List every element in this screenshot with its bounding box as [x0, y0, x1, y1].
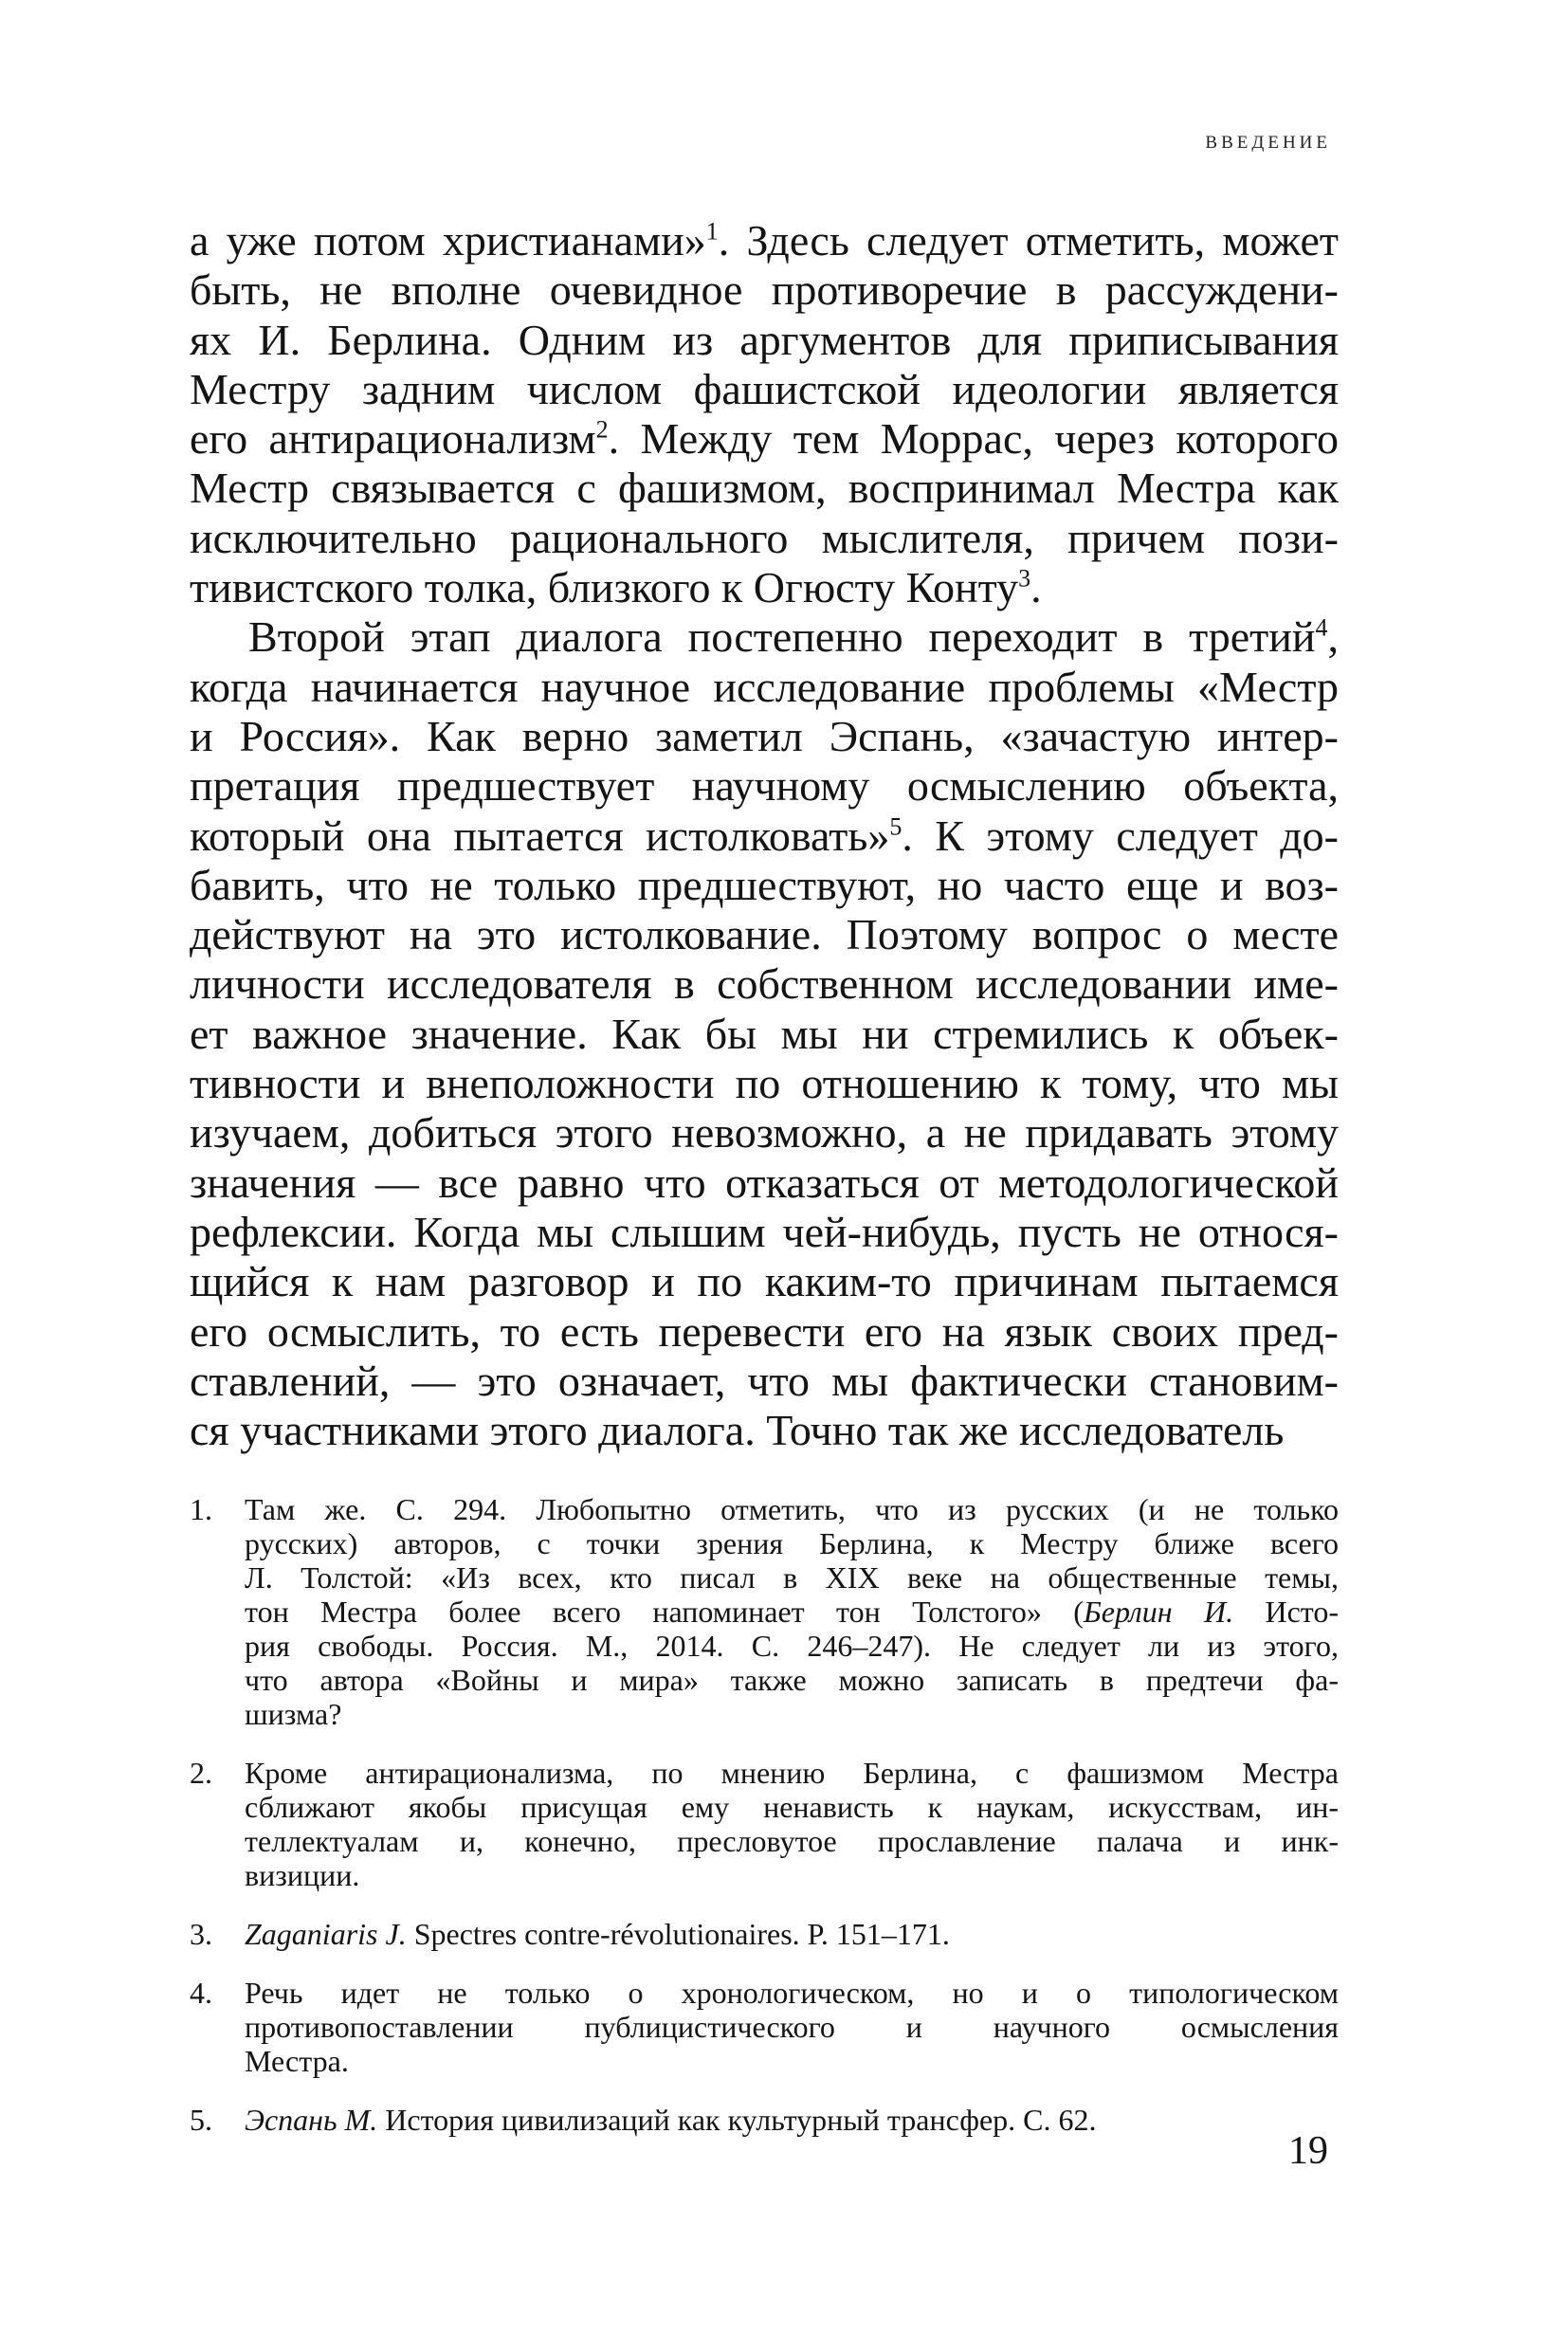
line-text-after: . [1030, 563, 1042, 612]
text-line [245, 1697, 1339, 1731]
line-text: ся участниками этого диалога. Точно так же исследователь [190, 1406, 1285, 1455]
text-line [190, 464, 1339, 513]
line-text: а уже потом христианами» [190, 216, 706, 264]
main-text [190, 216, 1339, 1455]
text-line [190, 861, 1339, 910]
line-text: русских) авторов, с точки зрения Берлина, к Местру ближе всего [245, 1526, 1339, 1560]
line-text: бавить, что не только предшествуют, но часто еще и воз- [190, 860, 1339, 909]
text-line [190, 1158, 1339, 1208]
text-line [245, 2010, 1339, 2044]
line-text: Речь идет не только о хронологическом, но и о типологическом [245, 1976, 1339, 2010]
text-line [245, 1663, 1339, 1697]
line-text-after: , [1327, 612, 1339, 662]
text-line [190, 761, 1339, 811]
footnote-number: 2. [190, 1756, 212, 1790]
line-text-after: . Здесь следует отметить, может [718, 216, 1339, 264]
footnote-body [245, 1976, 1339, 2078]
footnote [190, 1976, 1339, 2078]
line-text: визиции. [245, 1858, 360, 1892]
line-text: действуют на это истолкование. Поэтому вопрос о месте [190, 910, 1339, 959]
text-line [190, 1307, 1339, 1357]
line-text: рия свободы. Россия. М., 2014. С. 246–247). Не следует ли из этого, [245, 1629, 1339, 1663]
line-text: сближают якобы присущая ему ненависть к наукам, искусствам, ин- [245, 1790, 1339, 1824]
text-line [190, 1406, 1339, 1455]
line-text-after: Исто- [1233, 1595, 1340, 1629]
line-text: тивности и внеположности по отношению к тому, что мы [190, 1059, 1339, 1108]
text-line [190, 1208, 1339, 1257]
line-text: теллектуалам и, конечно, пресловутое прославление палача и инк- [245, 1824, 1339, 1858]
line-text-after: . К этому следует до- [902, 811, 1339, 860]
text-line [190, 1059, 1339, 1108]
text-line [245, 1858, 1339, 1892]
italic-author: Zaganiaris J. [245, 1917, 407, 1951]
line-text: изучаем, добиться этого невозможно, а не придавать этому [190, 1108, 1339, 1158]
text-line [190, 1108, 1339, 1158]
line-text-after: Spectres contre-révolutionaires. P. 151–171. [406, 1917, 950, 1951]
line-text: претация предшествует научному осмыслению объекта, [190, 761, 1339, 811]
text-line [190, 365, 1339, 414]
line-text: Там же. С. 294. Любопытно отметить, что из русских (и не только [245, 1492, 1339, 1526]
footnote [190, 2103, 1339, 2137]
text-line [190, 910, 1339, 959]
line-text: когда начинается научное исследование проблемы «Местр [190, 662, 1339, 711]
text-line [245, 1756, 1339, 1790]
line-text: Местру задним числом фашистской идеологии является [190, 364, 1339, 413]
line-text: исключительно рационального мыслителя, причем пози- [190, 513, 1339, 562]
line-text: что автора «Войны и мира» также можно записать в предтечи фа- [245, 1663, 1339, 1697]
line-text: личности исследователя в собственном исследовании име- [190, 959, 1339, 1009]
text-line [190, 712, 1339, 761]
text-line [245, 1492, 1339, 1526]
footnote-ref: 3 [1018, 564, 1031, 593]
page-number: 19 [1288, 2129, 1328, 2173]
italic-author: Берлин И. [1083, 1595, 1234, 1629]
line-text: ет важное значение. Как бы мы ни стремились к объек- [190, 1009, 1339, 1058]
footnote-ref: 4 [1315, 614, 1328, 643]
footnotes [190, 1492, 1339, 2161]
line-text-after: История цивилизаций как культурный трансфер. С. 62. [377, 2103, 1097, 2137]
italic-author: Эспань М. [245, 2103, 378, 2137]
text-line [245, 1917, 1339, 1951]
line-text: ях И. Берлина. Одним из аргументов для приписывания [190, 315, 1339, 364]
text-line [190, 1257, 1339, 1306]
line-text: Л. Толстой: «Из всех, кто писал в XIX веке на общественные темы, [245, 1560, 1339, 1595]
line-text: ставлений, — это означает, что мы фактически становим- [190, 1356, 1339, 1405]
text-line [245, 1976, 1339, 2010]
line-text: шизма? [245, 1697, 342, 1731]
text-line [245, 2044, 1339, 2078]
line-text: Кроме антирационализма, по мнению Берлина, с фашизмом Местра [245, 1756, 1339, 1790]
footnote-body [245, 1492, 1339, 1731]
footnote [190, 1492, 1339, 1731]
text-line [190, 811, 1339, 861]
line-text: Второй этап диалога постепенно переходит в третий [248, 612, 1316, 662]
text-line [190, 663, 1339, 712]
line-text: тивистского толка, близкого к Огюсту Конту [190, 563, 1019, 612]
text-line [190, 414, 1339, 464]
text-line [245, 1560, 1339, 1595]
text-line [245, 1824, 1339, 1858]
line-text: тон Местра более всего напоминает тон Толстого» ( [245, 1595, 1084, 1629]
line-text: противопоставлении публицистического и научного осмысления [245, 2010, 1339, 2044]
footnote-number: 3. [190, 1917, 212, 1951]
text-line [245, 1790, 1339, 1824]
text-line [190, 1010, 1339, 1059]
line-text: его осмыслить, то есть перевести его на язык своих пред- [190, 1306, 1339, 1356]
line-text: и Россия». Как верно заметил Эспань, «зачастую интер- [190, 711, 1339, 760]
text-line [245, 1526, 1339, 1560]
line-text: который она пытается истолковать» [190, 811, 890, 860]
line-text: Местр связывается с фашизмом, воспринимал Местра как [190, 464, 1339, 513]
footnote-ref: 1 [705, 217, 719, 246]
text-line [190, 265, 1339, 315]
footnote-ref: 2 [595, 415, 609, 444]
line-text: его антирационализм [190, 414, 596, 464]
footnote [190, 1756, 1339, 1892]
text-line [190, 1357, 1339, 1406]
footnote-number: 5. [190, 2103, 212, 2137]
text-line [190, 959, 1339, 1009]
footnote-number: 4. [190, 1976, 212, 2010]
text-line [190, 316, 1339, 365]
text-line [190, 514, 1339, 563]
footnote-body [245, 1917, 1339, 1951]
line-text: быть, не вполне очевидное противоречие в рассуждени- [190, 265, 1339, 315]
footnote-body [245, 1756, 1339, 1892]
footnote-number: 1. [190, 1492, 212, 1526]
running-head: ВВЕДЕНИЕ [1205, 133, 1331, 153]
text-line [190, 563, 1339, 612]
text-line [245, 1629, 1339, 1663]
text-line [190, 612, 1339, 662]
text-line [190, 216, 1339, 265]
footnote [190, 1917, 1339, 1951]
footnote-ref: 5 [889, 812, 903, 841]
line-text: щийся к нам разговор и по каким-то причинам пытаемся [190, 1257, 1339, 1306]
line-text: значения — все равно что отказаться от методологической [190, 1158, 1339, 1207]
line-text: рефлексии. Когда мы слышим чей-нибудь, пусть не относя- [190, 1207, 1339, 1256]
line-text: Местра. [245, 2044, 349, 2078]
text-line [245, 1595, 1339, 1629]
line-text-after: . Между тем Моррас, через которого [608, 414, 1339, 464]
text-line [245, 2103, 1339, 2137]
footnote-body [245, 2103, 1339, 2137]
